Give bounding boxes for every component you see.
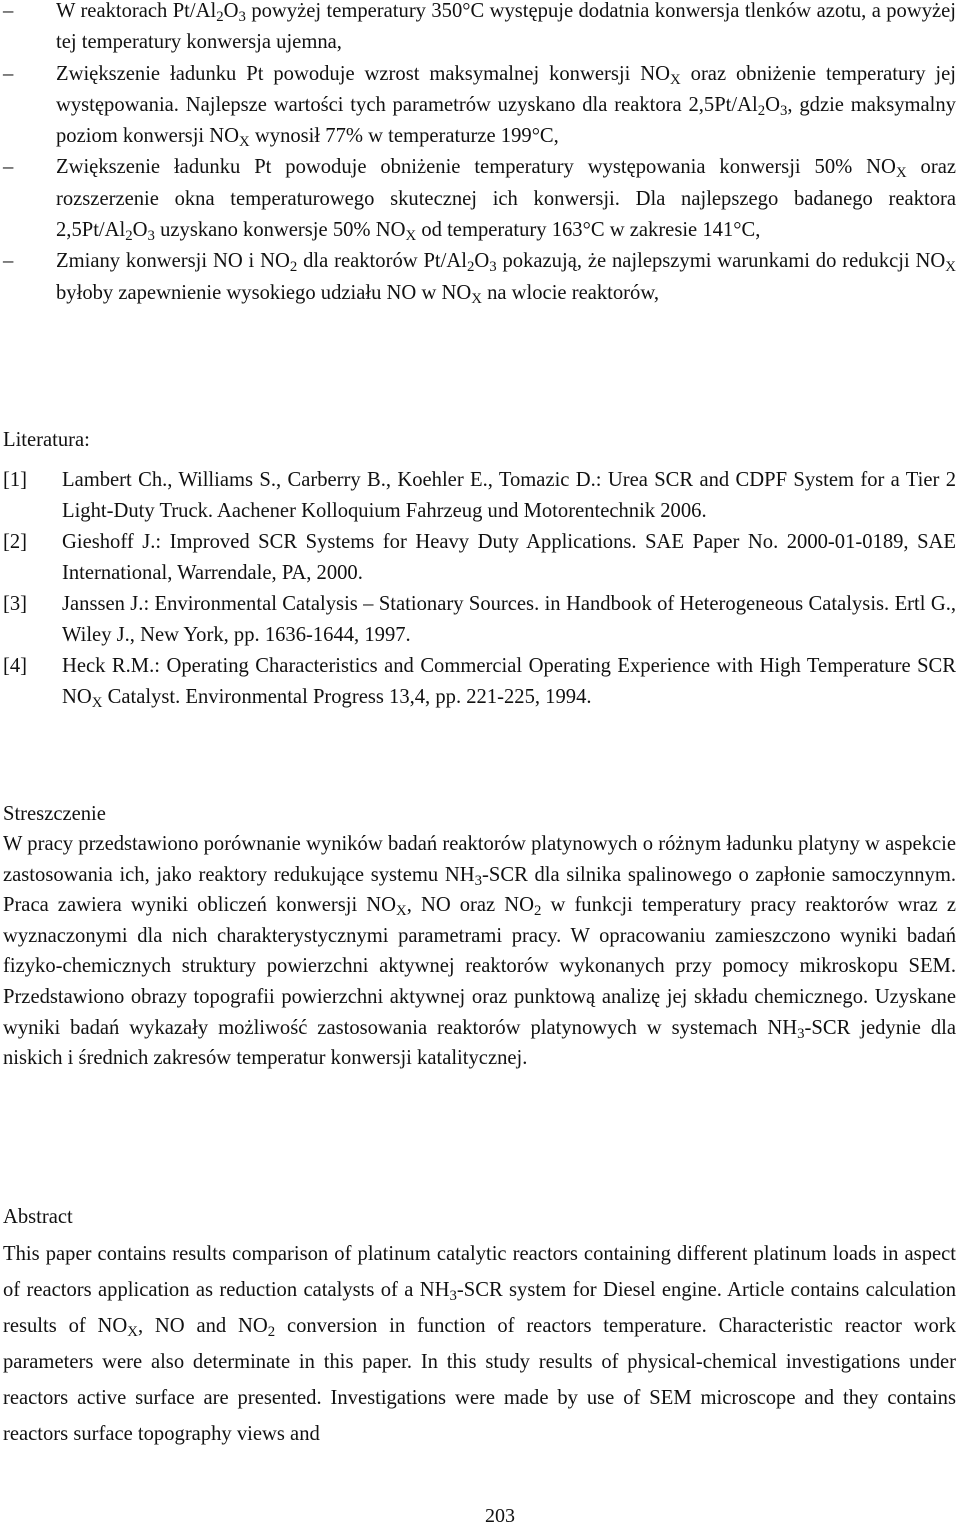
reference-item — [3, 651, 956, 713]
streszczenie-heading: Streszczenie — [3, 803, 106, 825]
list-dash: – — [3, 0, 14, 22]
conclusion-item — [3, 152, 956, 246]
conclusion-item — [3, 0, 956, 59]
literature-heading: Literatura: — [3, 429, 90, 451]
reference-text: Heck R.M.: Operating Characteristics and Commercial Operating Experience with High Temperature SCR $NO_X$ Catalyst. Environmental Progress 13,4, pp. 221-225, 1994. — [62, 655, 956, 712]
list-dash: – — [3, 156, 14, 179]
conclusion-item — [3, 59, 956, 153]
reference-text: Lambert Ch., Williams S., Carberry B., Koehler E., Tomazic D.: Urea SCR and CDPF System for a Tier 2 Light-Duty Truck. Aachener Kolloquium Fahrzeug und Motorentechnik 2006. — [62, 469, 956, 522]
conclusion-text: Zmiany konwersji NO i $NO_2$ dla reaktorów $Pt/Al_2O_3$ pokazują, że najlepszymi warunkami do redukcji $NO_X$ byłoby zapewnienie wysokiego udziału NO w $NO_X$ na wlocie reaktorów, — [56, 250, 957, 307]
reference-number: [1] — [3, 469, 28, 491]
reference-item — [3, 589, 956, 651]
reference-number: [3] — [3, 593, 28, 615]
reference-text: Gieshoff J.: Improved SCR Systems for Heavy Duty Applications. SAE Paper No. 2000-01-0189, SAE International, Warrendale, PA, 2000. — [62, 531, 956, 584]
reference-text: Janssen J.: Environmental Catalysis – Stationary Sources. in Handbook of Heterogeneous Catalysis. Ertl G., Wiley J., New York, pp. 1636-1644, 1997. — [62, 593, 956, 646]
reference-item — [3, 465, 956, 527]
page-number: 203 — [485, 1505, 515, 1527]
conclusion-text: Zwiększenie ładunku Pt powoduje obniżenie temperatury występowania konwersji 50% $NO_X$ oraz rozszerzenie okna temperaturowego skutecznej ich konwersji. Dla najlepszego badanego reaktora $2,5Pt/Al_2O_3$ uzyskano konwersje 50% $NO_X$ od temperatury 163°C w zakresie 141°C, — [56, 156, 956, 245]
list-dash: – — [3, 250, 14, 273]
reference-number: [2] — [3, 531, 28, 553]
abstract-heading: Abstract — [3, 1206, 73, 1228]
conclusion-text: Zwiększenie ładunku Pt powoduje wzrost maksymalnej konwersji $NO_X$ oraz obniżenie temperatury jej występowania. Najlepsze wartości tych parametrów uzyskano dla reaktora $2,5Pt/Al_2O_3$, gdzie maksymalny poziom konwersji $NO_X$ wynosił 77% w temperaturze 199°C, — [56, 62, 956, 151]
reference-item — [3, 527, 956, 589]
conclusions-list — [3, 0, 956, 309]
streszczenie-body — [3, 829, 956, 1074]
conclusion-text: W reaktorach $Pt/Al_2O_3$ powyżej temperatury 350°C występuje dodatnia konwersja tlenków azotu, a powyżej tej temperatury konwersja ujemna, — [56, 0, 956, 54]
streszczenie-text: W pracy przedstawiono porównanie wyników badań reaktorów platynowych o różnym ładunku platyny w aspekcie zastosowania ich, jako reaktory redukujące systemu $NH_3$-SCR dla silnika spalinowego o zapłonie samoczynnym. Praca zawiera wyniki obliczeń konwersji $NO_X$, NO oraz $NO_2$ w funkcji temperatury pracy reaktorów wraz z wyznaczonymi dla nich charakterystycznymi parametrami pracy. W opracowaniu zamieszczono wyniki badań fizyko-chemicznych struktury powierzchni aktywnej reaktorów wykonanych przy pomocy mikroskopu SEM. Przedstawiono obrazy topografii powierzchni aktywnej oraz punktową analizę jej składu chemicznego. Uzyskane wyniki badań wykazały możliwość zastosowania reaktorów platynowych w systemach $NH_3$-SCR jedynie dla niskich i średnich zakresów temperatur konwersji katalitycznej. — [3, 833, 956, 1070]
conclusion-item — [3, 246, 956, 309]
reference-number: [4] — [3, 655, 28, 677]
abstract-body — [3, 1236, 956, 1453]
abstract-text: This paper contains results comparison of platinum catalytic reactors containing different platinum loads in aspect of reactors application as reduction catalysts of a $NH_3$-SCR system for Diesel engine. Article contains calculation results of $NO_X$, NO and $NO_2$ conversion in function of reactors temperature. Characteristic reactor work parameters were also determinate in this paper. In this study results of physical-chemical investigations under reactors active surface are presented. Investigations were made by use of SEM microscope and they contains reactors surface topography views and — [3, 1243, 956, 1446]
reference-list — [3, 465, 956, 713]
list-dash: – — [3, 62, 14, 85]
